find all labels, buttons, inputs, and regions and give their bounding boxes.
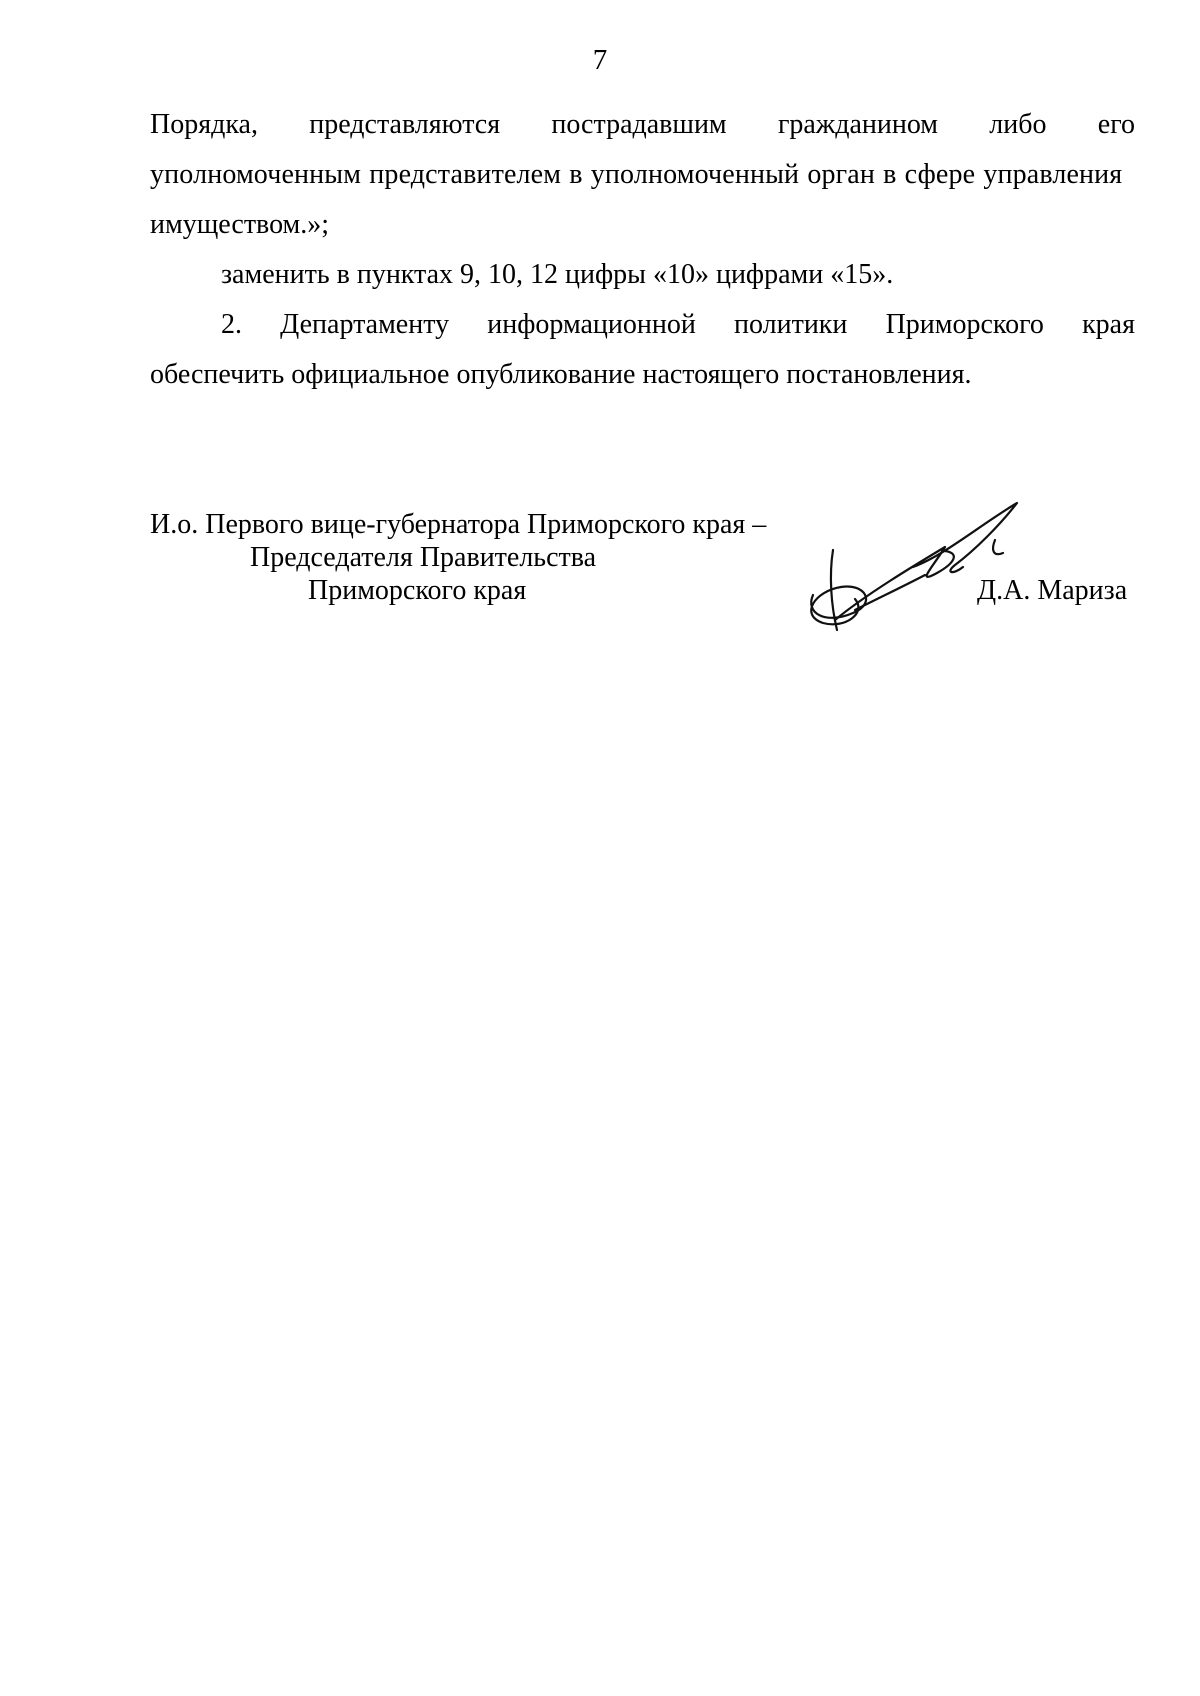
word: гражданином [777,109,939,140]
paragraph-1-line-2 [150,150,1135,200]
handwritten-signature-icon [795,495,1030,645]
paragraph-1-line-1 [150,100,1135,150]
word: информационной [487,309,696,340]
word: Приморского [885,309,1044,340]
word: политики [734,309,848,340]
text-line: уполномоченным представителем в уполномоченный орган в сфере управления [150,159,1123,190]
paragraph-2: заменить в пунктах 9, 10, 12 цифры «10» цифрами «15». [221,259,894,290]
paragraph-3-line-1 [150,300,1135,350]
word: представляются [309,109,501,140]
paragraph-1-line-3: имуществом.»; [150,209,330,240]
word: Департаменту [280,309,450,340]
paragraph-3-line-2: обеспечить официальное опубликование настоящего постановления. [150,359,972,390]
word: либо [989,109,1047,140]
signatory-title-line-1: И.о. Первого вице-губернатора Приморского края – [150,509,767,540]
word: пострадавшим [551,109,727,140]
signatory-name: Д.А. Мариза [977,575,1128,606]
signatory-title [150,508,766,607]
word: края [1082,309,1135,340]
list-number: 2. [221,309,242,340]
document-body [150,100,1135,400]
page-number: 7 [592,44,608,76]
word: Порядка, [150,109,258,140]
signatory-title-line-3: Приморского края [308,575,527,606]
signatory-title-line-2: Председателя Правительства [250,542,597,573]
word: его [1097,109,1135,140]
